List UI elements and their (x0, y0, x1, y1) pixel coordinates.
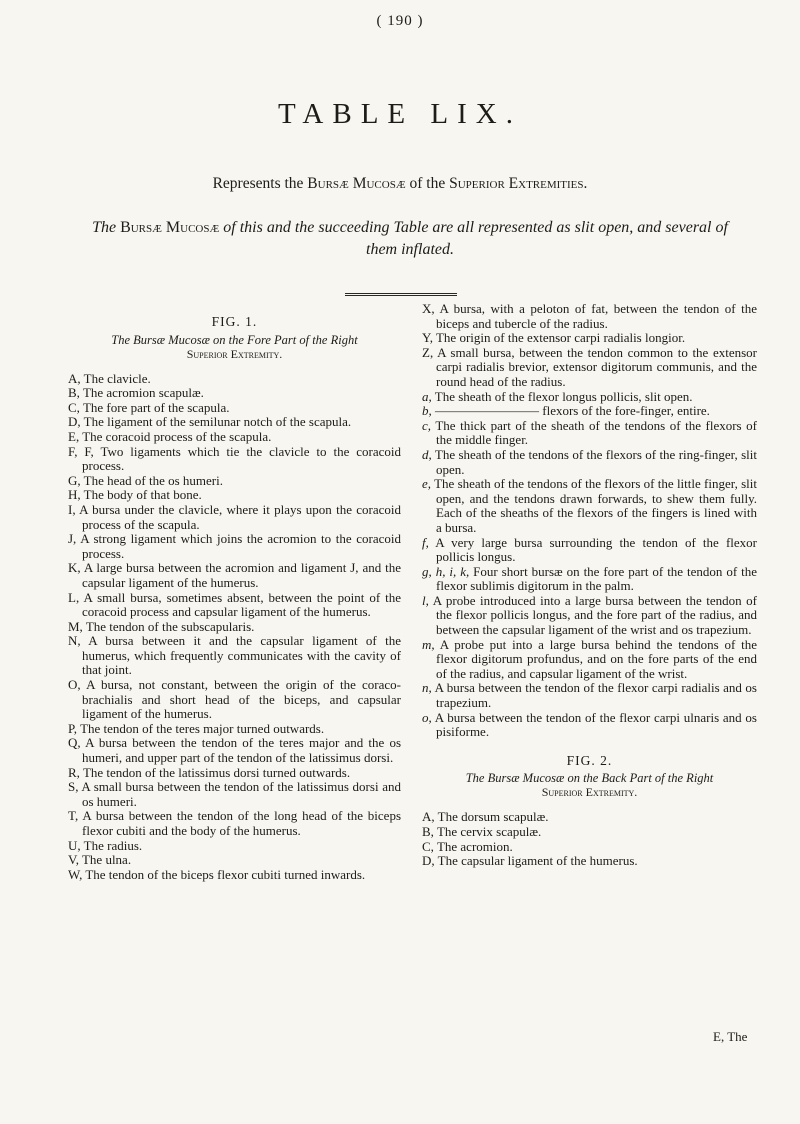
legend-label: G, (68, 472, 81, 488)
legend-entry (422, 825, 757, 840)
legend-entry (422, 711, 757, 740)
right-column (422, 302, 757, 869)
legend-text: A bursa between the tendon of the flexor carpi ulnaris and os pisiforme. (434, 709, 757, 740)
legend-label: E, (68, 428, 80, 444)
legend-label: Y, (422, 330, 433, 346)
legend-entry (422, 404, 757, 419)
legend-text: The sheath of the tendons of the flexors of the little finger, slit open, and the tendons drawn forwards, to shew them fully. Each of the sheaths of the flexors of the fingers is lined with a bursa. (434, 476, 757, 535)
intro-part1: The (92, 219, 117, 236)
ornamental-rule (345, 293, 457, 296)
legend-entry (422, 681, 757, 710)
fig2-caption-line2: Superior Extremity. (541, 785, 638, 800)
legend-label: Z, (422, 344, 434, 360)
legend-entry (68, 839, 401, 854)
legend-entry (422, 565, 757, 594)
subtitle-middle: of the (409, 175, 446, 192)
legend-entry (68, 415, 401, 430)
catchword: E, The (713, 1029, 748, 1044)
legend-entry (68, 736, 401, 765)
fig1-legend-continued (422, 302, 757, 740)
fig1-legend-list (68, 372, 401, 883)
legend-label: M, (68, 618, 83, 634)
legend-label: H, (68, 487, 81, 503)
legend-label: m, (422, 636, 435, 652)
legend-text: The capsular ligament of the humerus. (437, 853, 638, 869)
intro-bursae: Bursæ Mucosæ (120, 219, 220, 236)
fig1-heading: FIG. 1. (211, 314, 258, 329)
legend-entry (68, 722, 401, 737)
legend-entry (68, 372, 401, 387)
legend-label: C, (422, 838, 434, 854)
legend-entry (422, 331, 757, 346)
legend-text: Two ligaments which tie the clavicle to the coracoid process. (82, 443, 401, 474)
legend-label: S, (68, 779, 79, 795)
legend-text: The thick part of the sheath of the tendons of the flexors of the middle finger. (435, 417, 757, 448)
legend-label: a, (422, 388, 432, 404)
table-subtitle (0, 175, 800, 193)
legend-text: The origin of the extensor carpi radialis longior. (435, 330, 686, 346)
legend-label: b, (422, 403, 432, 419)
legend-text: The fore part of the scapula. (82, 399, 230, 415)
legend-label: R, (68, 764, 80, 780)
legend-entry (68, 430, 401, 445)
legend-entry (68, 809, 401, 838)
subtitle-extremities: Superior Extremities. (449, 175, 588, 192)
legend-text: The tendon of the biceps flexor cubiti turned inwards. (85, 866, 366, 882)
legend-text: The body of that bone. (83, 487, 202, 503)
legend-label: f, (422, 534, 429, 550)
legend-entry (68, 634, 401, 678)
legend-entry (422, 419, 757, 448)
legend-label: A, (422, 809, 435, 825)
legend-text: The acromion scapulæ. (82, 385, 204, 401)
legend-text: The ligament of the semilunar notch of the scapula. (83, 414, 352, 430)
legend-text: A bursa between the tendon of the long head of the biceps flexor cubiti and the body of the humerus. (82, 808, 401, 838)
legend-entry (422, 810, 757, 825)
legend-label: O, (68, 677, 81, 693)
legend-entry (68, 561, 401, 590)
legend-text: The radius. (83, 837, 143, 853)
legend-entry (68, 678, 401, 722)
intro-paragraph (90, 217, 730, 261)
legend-text: A small bursa, between the tendon common to the extensor carpi radialis brevior, extensor digitorum communis, and the round head of the radius. (436, 344, 757, 389)
legend-label: X, (422, 301, 435, 316)
legend-label: W, (68, 866, 83, 882)
legend-label: d, (422, 446, 432, 462)
legend-entry (68, 853, 401, 868)
legend-label: c, (422, 417, 432, 433)
legend-text: A bursa between the tendon of the flexor carpi radialis and os trapezium. (434, 680, 757, 711)
legend-entry (68, 488, 401, 503)
legend-text: The tendon of the teres major turned outwards. (80, 720, 325, 736)
legend-entry (68, 532, 401, 561)
legend-entry (68, 868, 401, 883)
subtitle-bursae: Bursæ Mucosæ (307, 175, 406, 192)
legend-label: B, (68, 385, 80, 401)
table-title: TABLE LIX. (278, 98, 522, 130)
fig1-caption-line2: Superior Extremity. (186, 346, 283, 361)
legend-entry (68, 766, 401, 781)
legend-entry (68, 503, 401, 532)
legend-label: g, h, i, k, (422, 563, 470, 579)
legend-label: F, F, (68, 443, 94, 459)
legend-text: The sheath of the flexor longus pollicis, slit open. (434, 388, 693, 404)
legend-label: U, (68, 837, 81, 853)
legend-label: I, (68, 501, 76, 517)
fig2-heading: FIG. 2. (566, 752, 613, 768)
fig2-legend-list (422, 810, 757, 868)
legend-entry (422, 390, 757, 405)
legend-label: T, (68, 808, 79, 824)
legend-text: A bursa, with a peloton of fat, between the tendon of the biceps and tubercle of the radius. (436, 301, 757, 331)
legend-label: N, (68, 633, 81, 649)
legend-entry (68, 445, 401, 474)
legend-text: A bursa between the tendon of the teres major and the os humeri, and upper part of the tendon of the latissimus dorsi. (82, 735, 401, 766)
legend-text: The head of the os humeri. (83, 472, 223, 488)
legend-text: A small bursa, sometimes absent, between the point of the coracoid process and capsular ligament of the humerus. (82, 589, 401, 620)
legend-text: ———————— flexors of the fore-finger, entire. (435, 403, 710, 419)
page-number: ( 190 ) (376, 13, 424, 29)
legend-text: The clavicle. (83, 370, 151, 386)
legend-label: l, (422, 592, 429, 608)
legend-text: Four short bursæ on the fore part of the tendon of the flexor sublimis digitorum in the palm. (436, 563, 757, 594)
legend-label: o, (422, 709, 432, 725)
legend-entry (422, 840, 757, 855)
legend-entry (422, 638, 757, 682)
legend-label: V, (68, 852, 79, 868)
legend-text: A strong ligament which joins the acromion to the coracoid process. (80, 531, 401, 561)
legend-entry (422, 346, 757, 390)
legend-text: The ulna. (81, 852, 132, 868)
fig1-caption: The Bursæ Mucosæ on the Fore Part of the Right (111, 332, 358, 347)
legend-entry (68, 780, 401, 809)
legend-entry (68, 386, 401, 401)
legend-text: The sheath of the tendons of the flexors of the ring-finger, slit open. (434, 446, 758, 477)
left-column (68, 315, 401, 882)
legend-entry (422, 302, 757, 331)
legend-entry (68, 591, 401, 620)
legend-label: K, (68, 560, 81, 576)
legend-text: The acromion. (436, 838, 513, 854)
legend-entry (68, 620, 401, 635)
legend-entry (422, 448, 757, 477)
legend-label: P, (68, 720, 78, 736)
legend-entry (422, 854, 757, 869)
legend-text: A probe introduced into a large bursa between the tendon of the flexor pollicis longus, and the fore part of the radius, and between the capsular ligament of the wrist and os trapezium. (432, 592, 757, 638)
subtitle-prefix: Represents the (212, 175, 304, 192)
legend-entry (422, 594, 757, 638)
legend-label: n, (422, 680, 432, 696)
legend-text: A large bursa between the acromion and ligament J, and the capsular ligament of the humerus. (82, 560, 401, 590)
legend-entry (68, 401, 401, 416)
legend-text: A bursa between it and the capsular ligament of the humerus, which frequently communicates with the cavity of that joint. (82, 633, 401, 678)
legend-label: L, (68, 589, 80, 605)
legend-text: The tendon of the subscapularis. (85, 618, 255, 634)
legend-label: A, (68, 370, 81, 386)
fig2-caption: The Bursæ Mucosæ on the Back Part of the Right (465, 771, 714, 786)
legend-text: A probe put into a large bursa behind the tendons of the flexor digitorum profundus, and on the fore parts of the end of the radius, and capsular ligament of the wrist. (436, 636, 757, 681)
legend-entry (422, 477, 757, 535)
legend-entry (422, 536, 757, 565)
legend-text: The tendon of the latissimus dorsi turned outwards. (82, 764, 351, 780)
legend-text: A bursa, not constant, between the origin of the coraco-brachialis and short head of the biceps, and capsular ligament of the humerus. (82, 677, 401, 722)
intro-part2: of this and the succeeding Table are all represented as slit open, and several of them inflated. (223, 219, 728, 258)
legend-text: A small bursa between the tendon of the latissimus dorsi and os humeri. (81, 779, 401, 809)
legend-text: A very large bursa surrounding the tendon of the flexor pollicis longus. (435, 534, 757, 565)
legend-text: The dorsum scapulæ. (437, 809, 549, 825)
legend-text: A bursa under the clavicle, where it plays upon the coracoid process of the scapula. (79, 501, 402, 532)
legend-label: B, (422, 824, 434, 839)
legend-label: D, (68, 414, 81, 430)
legend-entry (68, 474, 401, 489)
legend-label: J, (68, 531, 77, 547)
legend-label: D, (422, 853, 435, 869)
legend-text: The coracoid process of the scapula. (82, 428, 272, 444)
legend-label: C, (68, 399, 80, 415)
legend-text: The cervix scapulæ. (436, 824, 542, 839)
legend-label: e, (422, 476, 432, 492)
legend-label: Q, (68, 735, 81, 751)
